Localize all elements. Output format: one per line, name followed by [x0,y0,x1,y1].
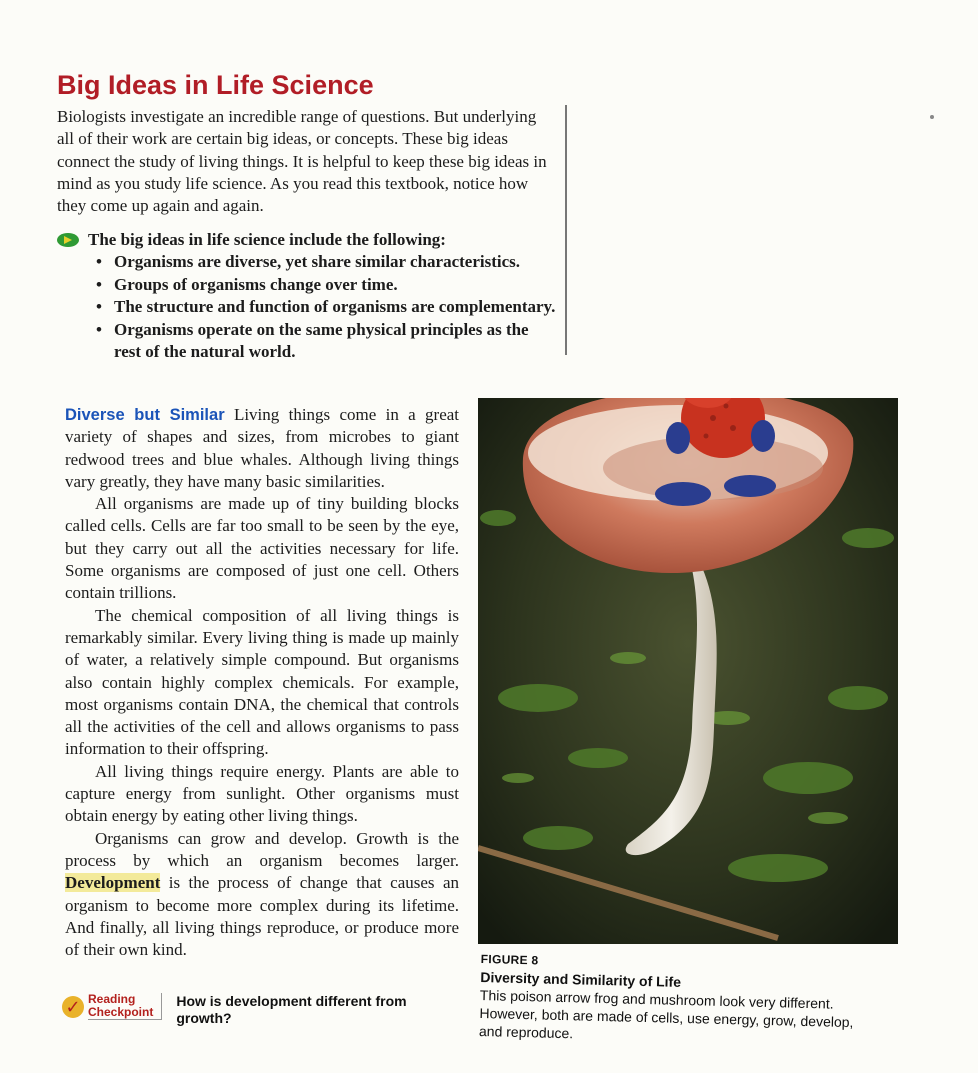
figure-title: Diversity and Similarity of Life [480,968,682,990]
margin-rule [565,105,567,355]
checkpoint-label-line1: Reading [88,992,136,1006]
checkpoint-label-line2: Checkpoint [88,1005,154,1019]
figure-photo [478,398,898,944]
frog-on-mushroom-illustration [478,398,898,944]
subsection-heading: Diverse but Similar [65,406,225,424]
body-paragraph-3: The chemical composition of all living things is remarkably similar. Every living thing is made up mainly of water, a relatively simple compound. But organisms also contain highly complex chemicals. For example, most organisms contain DNA, the chemical that controls all the activities of the cell and allows organisms to pass information to their offspring. [65,605,459,759]
body-text: Organisms can grow and develop. Growth is the process by which an organism becomes larger. [65,828,459,870]
body-paragraph-1 [65,404,459,493]
page-speck [930,115,934,119]
big-idea-item: • Organisms operate on the same physical principles as the rest of the natural world. [96,319,556,364]
key-term-development: Development [65,873,161,893]
body-paragraph-5 [65,828,459,962]
body-paragraph-2: All organisms are made up of tiny building blocks called cells. Cells are far too small to be seen by the eye, but they carry out all the activities necessary for life. Some organisms are composed of just one cell. Others contain trillions. [65,494,459,603]
body-text: is the process of change that causes an organism to become more complex during its lifetime. And finally, all living things reproduce, or produce more of their own kind. [65,873,460,960]
body-column [65,404,459,961]
reading-checkpoint [62,993,462,1027]
checkmark-icon: ✓ [62,996,84,1018]
big-idea-item: • Organisms are diverse, yet share similar characteristics. [96,251,556,274]
big-idea-item: • Groups of organisms change over time. [96,274,556,297]
checkpoint-badge [62,993,162,1020]
section-title: Big Ideas in Life Science [57,70,374,100]
checkpoint-question: How is development different from growth? [176,993,407,1026]
key-concept-arrow-icon [57,233,79,247]
body-paragraph-4: All living things require energy. Plants are able to capture energy from sunlight. Other organisms must obtain energy by eating other living things. [65,761,459,826]
big-idea-item: • The structure and function of organisms are complementary. [96,296,556,319]
big-ideas-list [96,251,556,364]
big-ideas-heading [57,229,557,251]
figure-caption-text: This poison arrow frog and mushroom look very different. However, both are made of cells, use energy, grow, develop, and reproduce. [478,986,854,1042]
figure-caption [479,950,861,1049]
checkpoint-label [88,993,162,1020]
big-ideas-heading-text: The big ideas in life science include the following: [88,230,446,249]
figure-number: FIGURE 8 [480,951,539,968]
body-text: Living things come in a great variety of shapes and sizes, from microbes to giant redwood trees and blue whales. Although living things vary greatly, they have many basic similarities. [65,405,460,491]
intro-paragraph: Biologists investigate an incredible range of questions. But underlying all of their work are certain big ideas, or concepts. These big ideas connect the study of living things. It is helpful to keep these big ideas in mind as you study life science. As you read this textbook, notice how they come up again and again. [57,107,547,216]
